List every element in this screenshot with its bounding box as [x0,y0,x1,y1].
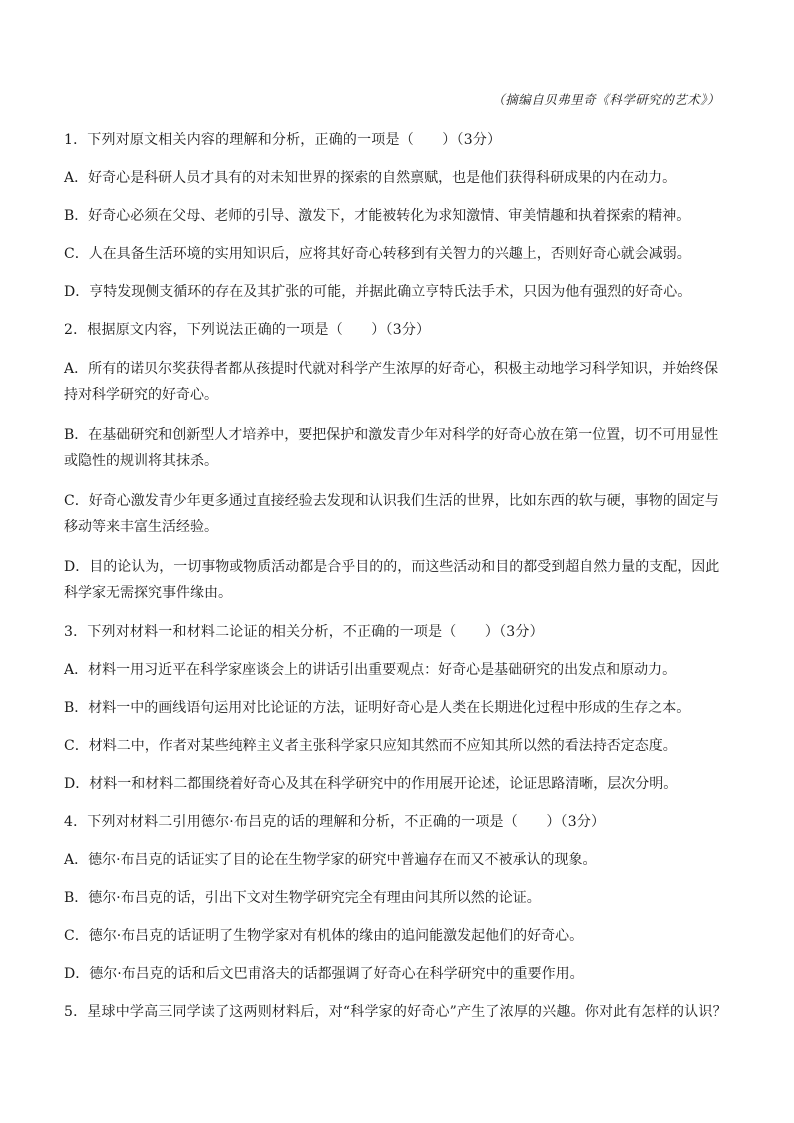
question-2-option-d: D．目的论认为，一切事物或物质活动都是合乎目的的，而这些活动和目的都受到超自然力量的支配，因此科学家无需探究事件缘由。 [64,559,720,601]
question-1-option-c: C．人在具备生活环境的实用知识后，应将其好奇心转移到有关智力的兴趣上，否则好奇心就会减弱。 [64,246,691,262]
question-2-option-a: A．所有的诺贝尔奖获得者都从孩提时代就对科学产生浓厚的好奇心，积极主动地学习科学知识，并始终保持对科学研究的好奇心。 [64,361,719,403]
question-3-option-d: D．材料一和材料二都围绕着好奇心及其在科学研究中的作用展开论述，论证思路清晰，层次分明。 [64,776,678,792]
question-2-option-c: C．好奇心激发青少年更多通过直接经验去发现和认识我们生活的世界，比如东西的软与硬，事物的固定与移动等来丰富生活经验。 [64,493,719,535]
question-4-option-d: D．德尔·布吕克的话和后文巴甫洛夫的话都强调了好奇心在科学研究中的重要作用。 [64,966,584,982]
source-citation: （摘编自贝弗里奇《科学研究的艺术》） [492,92,720,107]
question-1-stem: 1．下列对原文相关内容的理解和分析，正确的一项是（ ）（3分） [64,132,502,148]
question-3-option-b: B．材料一中的画线语句运用对比论证的方法，证明好奇心是人类在长期进化过程中形成的生存之本。 [64,700,691,716]
question-4-option-a: A．德尔·布吕克的话证实了目的论在生物学家的研究中普遍存在而又不被承认的现象。 [64,852,597,868]
question-2-option-b: B．在基础研究和创新型人才培养中，要把保护和激发青少年对科学的好奇心放在第一位置，切不可用显性或隐性的规训将其抹杀。 [64,427,719,469]
question-3-stem: 3．下列对材料一和材料二论证的相关分析，不正确的一项是（ ）（3分） [64,624,544,640]
question-4-stem: 4．下列对材料二引用德尔·布吕克的话的理解和分析，不正确的一项是（ ）（3分） [64,814,606,830]
question-1-option-a: A．好奇心是科研人员才具有的对未知世界的探索的自然禀赋，也是他们获得科研成果的内在动力。 [64,170,677,186]
question-3-option-a: A．材料一用习近平在科学家座谈会上的讲话引出重要观点：好奇心是基础研究的出发点和原动力。 [64,662,677,678]
question-4-option-b: B．德尔·布吕克的话，引出下文对生物学研究完全有理由问其所以然的论证。 [64,890,541,906]
question-3-option-c: C．材料二中，作者对某些纯粹主义者主张科学家只应知其然而不应知其所以然的看法持否定态度。 [64,738,677,754]
question-5-stem: 5．星球中学高三同学读了这两则材料后，对“科学家的好奇心”产生了浓厚的兴趣。你对此有怎样的认识？ [64,1004,727,1020]
question-4-option-c: C．德尔·布吕克的话证明了生物学家对有机体的缘由的追问能激发起他们的好奇心。 [64,928,584,944]
question-2-stem: 2．根据原文内容，下列说法正确的一项是（ ）（3分） [64,322,431,338]
question-1-option-b: B．好奇心必须在父母、老师的引导、激发下，才能被转化为求知激情、审美情趣和执着探索的精神。 [64,208,691,224]
question-1-option-d: D．亨特发现侧支循环的存在及其扩张的可能，并据此确立亨特氏法手术，只因为他有强烈的好奇心。 [64,284,692,300]
questions-content [64,128,730,1038]
